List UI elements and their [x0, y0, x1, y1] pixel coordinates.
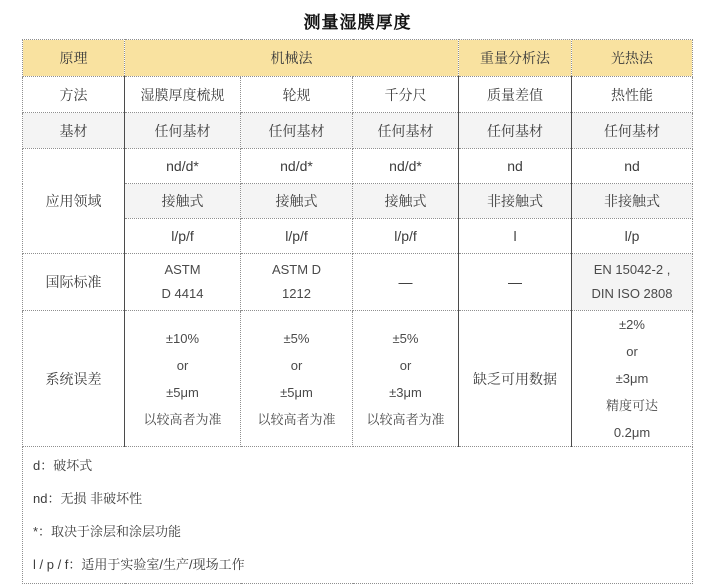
cell-app-type-5: nd: [572, 149, 693, 184]
table-row-standards: [23, 254, 693, 311]
cell-error-thermal: ±2% or ±3μm 精度可达 0.2μm: [572, 311, 693, 447]
cell-error-wheel: ±5% or ±5μm 以较高者为准: [241, 311, 353, 447]
table-row-principle: [23, 40, 693, 77]
cell-substrate-3: 任何基材: [353, 113, 459, 149]
table-row-substrate: [23, 113, 693, 149]
cell-method-comb: 湿膜厚度梳规: [125, 77, 241, 113]
header-cell-principle: 原理: [23, 40, 125, 77]
cell-error-mass: 缺乏可用数据: [459, 311, 572, 447]
footnote-d: d：破坏式: [33, 458, 93, 473]
cell-error-comb: ±10% or ±5μm 以较高者为准: [125, 311, 241, 447]
cell-method-wheel: 轮规: [241, 77, 353, 113]
cell-app-type-3: nd/d*: [353, 149, 459, 184]
row-label-standards: 国际标准: [23, 254, 125, 311]
row-label-method: 方法: [23, 77, 125, 113]
cell-standard-astm-d1212: ASTM D 1212: [241, 254, 353, 311]
cell-substrate-5: 任何基材: [572, 113, 693, 149]
footnotes-block: [23, 447, 693, 584]
cell-app-type-2: nd/d*: [241, 149, 353, 184]
cell-standard-none-mass: —: [459, 254, 572, 311]
footnote-nd: nd：无损 非破坏性: [33, 491, 143, 506]
cell-app-contact-3: 接触式: [353, 184, 459, 219]
cell-standard-astm-d4414: ASTM D 4414: [125, 254, 241, 311]
header-cell-photothermal: 光热法: [572, 40, 693, 77]
cell-app-contact-2: 接触式: [241, 184, 353, 219]
page-title: 测量湿膜厚度: [303, 13, 412, 32]
row-label-error: 系统误差: [23, 311, 125, 447]
cell-app-contact-1: 接触式: [125, 184, 241, 219]
cell-standard-none-micrometer: —: [353, 254, 459, 311]
cell-app-contact-4: 非接触式: [459, 184, 572, 219]
cell-standard-en-din: EN 15042-2 , DIN ISO 2808: [572, 254, 693, 311]
cell-app-lpf-2: l/p/f: [241, 219, 353, 254]
cell-app-lpf-4: l: [459, 219, 572, 254]
cell-app-lpf-5: l/p: [572, 219, 693, 254]
cell-app-type-1: nd/d*: [125, 149, 241, 184]
wet-film-thickness-table: [22, 39, 693, 584]
footnote-asterisk: *：取决于涂层和涂层功能: [33, 524, 182, 539]
table-row-footnotes: [23, 447, 693, 584]
cell-substrate-2: 任何基材: [241, 113, 353, 149]
table-row-method: [23, 77, 693, 113]
table-row-error: [23, 311, 693, 447]
header-cell-gravimetric: 重量分析法: [459, 40, 572, 77]
header-cell-mechanical: 机械法: [125, 40, 459, 77]
cell-method-micrometer: 千分尺: [353, 77, 459, 113]
cell-app-lpf-3: l/p/f: [353, 219, 459, 254]
row-label-application: 应用领域: [23, 149, 125, 254]
cell-app-type-4: nd: [459, 149, 572, 184]
cell-method-thermal: 热性能: [572, 77, 693, 113]
cell-substrate-4: 任何基材: [459, 113, 572, 149]
cell-error-micrometer: ±5% or ±3μm 以较高者为准: [353, 311, 459, 447]
table-row-application-type: [23, 149, 693, 184]
cell-substrate-1: 任何基材: [125, 113, 241, 149]
cell-app-contact-5: 非接触式: [572, 184, 693, 219]
footnote-lpf: l / p / f：适用于实验室/生产/现场工作: [33, 557, 245, 572]
row-label-substrate: 基材: [23, 113, 125, 149]
cell-method-mass: 质量差值: [459, 77, 572, 113]
cell-app-lpf-1: l/p/f: [125, 219, 241, 254]
